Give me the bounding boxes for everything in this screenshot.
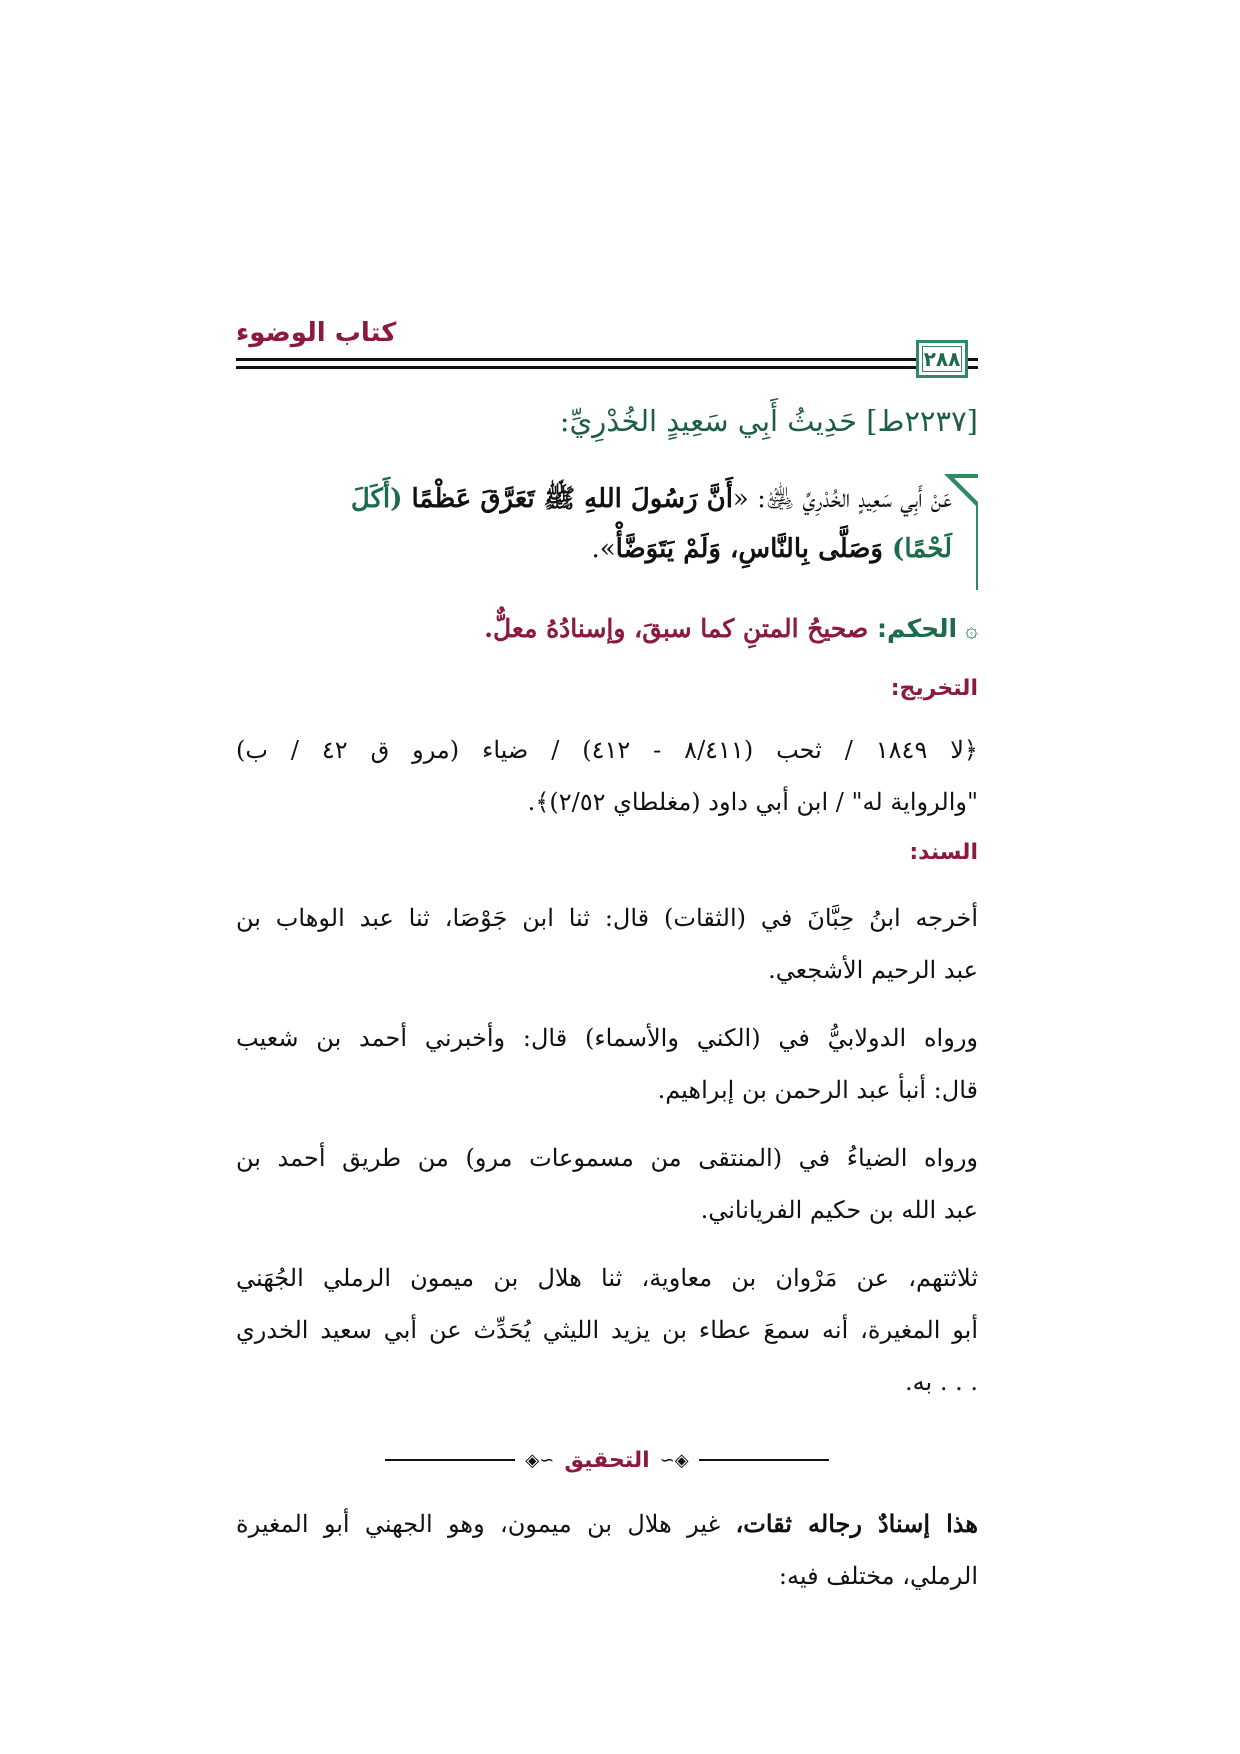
- tahqiq-line-1: [236, 1498, 978, 1550]
- sanad-p4-line-1: ثلاثتهم، عن مَرْوان بن معاوية، ثنا هلال بن ميمون الرملي الجُهَني: [236, 1264, 978, 1292]
- header-rule-top: [236, 358, 978, 361]
- divider-line-right: [699, 1459, 829, 1461]
- tahqiq-title: التحقيق: [564, 1447, 650, 1473]
- matn-box: [236, 474, 978, 590]
- takhrij-line-1: ﴿لا ١٨٤٩ / ثحب (٨/٤١١ - ٤١٢) / ضياء (مرو ق ٤٢ / ب): [236, 736, 978, 764]
- sanad-p2-line-1: ورواه الدولابيُّ في (الكني والأسماء) قال: وأخبرني أحمد بن شعيب: [236, 1024, 978, 1052]
- sanad-paragraph-1: [236, 892, 978, 996]
- matn-green-1: (أَكَلَ: [350, 484, 412, 514]
- matn-intro: عَنْ أَبِي سَعِيدٍ الخُدْرِيِّ ﵁: «: [732, 484, 952, 514]
- matn-bold-2: وَصَلَّى بِالنَّاسِ، وَلَمْ يَتَوَضَّأْ: [615, 534, 893, 564]
- matn-line-1: [351, 482, 952, 520]
- sanad-paragraph-4: [236, 1252, 978, 1408]
- flower-ornament-icon: ۞: [965, 618, 978, 643]
- divider-line-left: [385, 1459, 515, 1461]
- sanad-p1-line-2: عبد الرحيم الأشجعي.: [768, 956, 978, 984]
- matn-green-2: لَحْمًا): [892, 534, 952, 564]
- tahqiq-line-2: الرملي، مختلف فيه:: [778, 1562, 978, 1590]
- takhrij-text: [236, 724, 978, 828]
- sanad-p2-line-2: قال: أنبأ عبد الرحمن بن إبراهيم.: [657, 1076, 978, 1104]
- book-title: كتاب الوضوء: [236, 318, 397, 348]
- verdict-line: [236, 614, 978, 643]
- sanad-label: السند:: [909, 840, 978, 865]
- header-rule-bottom: [236, 366, 978, 369]
- sanad-p1-line-1: أخرجه ابنُ حِبَّانَ في (الثقات) قال: ثنا ابن جَوْصَا، ثنا عبد الوهاب بن: [236, 904, 978, 932]
- page-number-box: [916, 340, 968, 378]
- tahqiq-paragraph: [236, 1498, 978, 1602]
- tahqiq-divider: [236, 1440, 978, 1480]
- verdict-value: صحيحُ المتنِ كما سبقَ، وإسنادُهُ معلٌّ.: [484, 614, 877, 643]
- matn-line-2: [591, 534, 952, 564]
- sanad-p3-line-2: عبد الله بن حكيم الفرياناني.: [700, 1196, 978, 1224]
- sanad-p4-line-3: . . . به.: [905, 1368, 978, 1396]
- matn-bold-1: أَنَّ رَسُولَ اللهِ ﷺ تَعَرَّقَ عَظْمًا: [411, 484, 733, 514]
- hadith-heading: [٢٢٣٧ط] حَدِيثُ أَبِي سَعِيدٍ الخُدْرِيِّ:: [559, 404, 978, 438]
- sanad-p3-line-1: ورواه الضياءُ في (المنتقى من مسموعات مرو) من طريق أحمد بن: [236, 1144, 978, 1172]
- sanad-p4-line-2: أبو المغيرة، أنه سمعَ عطاء بن يزيد الليثي يُحَدِّث عن أبي سعيد الخدري: [236, 1316, 978, 1344]
- verdict-label: الحكم:: [876, 614, 958, 643]
- sanad-paragraph-3: [236, 1132, 978, 1236]
- takhrij-line-2: "والرواية له" / ابن أبي داود (مغلطاي ٢/٥٢)﴾.: [527, 788, 978, 816]
- takhrij-label: التخريج:: [890, 676, 978, 701]
- ornament-left-icon: ◈∽: [525, 1449, 555, 1471]
- tahqiq-bold: هذا إسنادٌ رجاله ثقات،: [735, 1509, 978, 1538]
- ornament-right-icon: ∽◈: [659, 1449, 689, 1471]
- tahqiq-rest: غير هلال بن ميمون، وهو الجهني أبو المغيرة: [236, 1510, 736, 1538]
- sanad-paragraph-2: [236, 1012, 978, 1116]
- page-number: ٢٨٨: [923, 347, 961, 371]
- matn-end: ».: [591, 534, 616, 564]
